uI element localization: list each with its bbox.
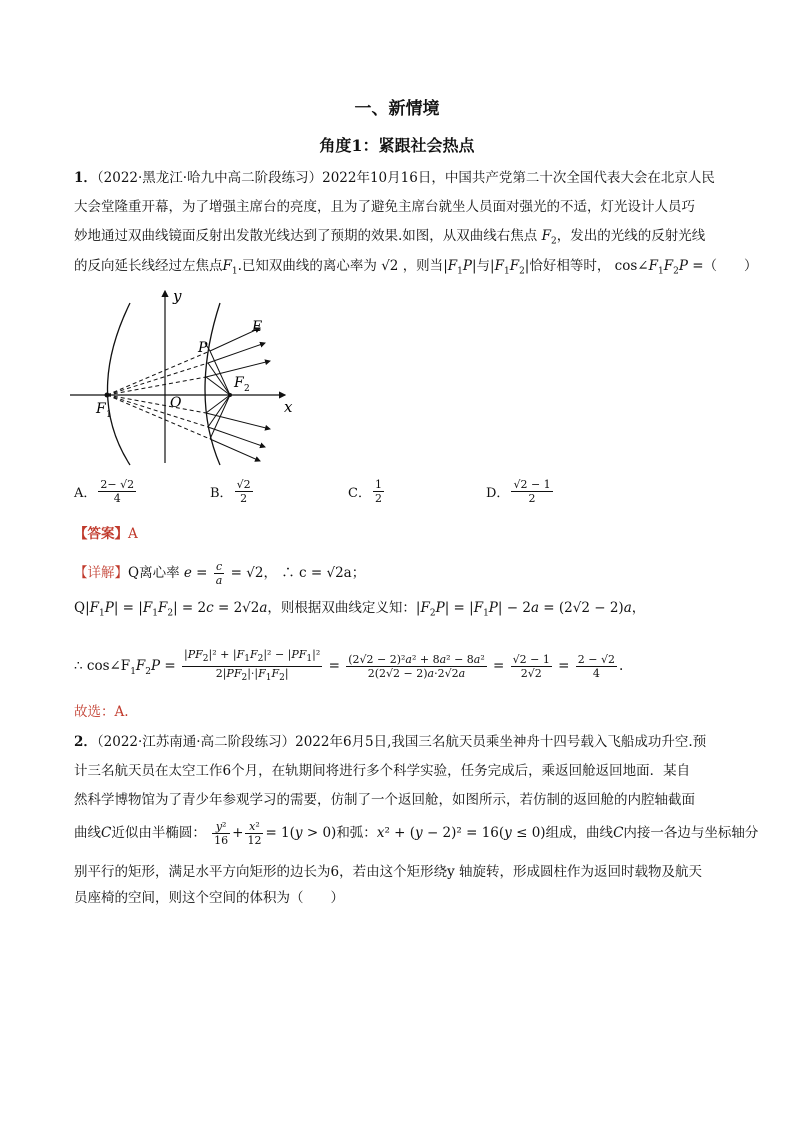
- subsection-title: 角度1：紧跟社会热点: [319, 136, 475, 155]
- label-f1: F: [96, 401, 106, 417]
- detail-line2: $Q|F_1P| = |F_1F_2| = 2c = 2√2a$，则根据双曲线定义知：$|F_2P| = |F_1P| - 2a = (2√2 - 2)a$，: [74, 600, 646, 619]
- answer-line: 【答案】A: [74, 526, 138, 542]
- q2-line6: 员座椅的空间，则这个空间的体积为（ ）: [74, 890, 344, 906]
- q2-line1: 2．（2022·江苏南通·高二阶段练习）2022年6月5日,我国三名航天员乘坐神舟十四号载入飞船成功升空.预: [74, 734, 707, 750]
- hyperbola-figure: [70, 283, 310, 468]
- option-c[interactable]: C． $\frac{1}{2}$: [348, 478, 382, 505]
- q1-line1: 1．（2022·黑龙江·哈九中高二阶段练习）2022年10月16日，中国共产党第二十次全国代表大会在北京人民: [74, 170, 715, 186]
- label-f1-sub: 1: [106, 410, 112, 420]
- q1-line4: 的反向延长线经过左焦点$F_1$.已知双曲线的离心率为 √2 ，则当$|F_1P|$与$|F_1F_2|$恰好相等时， $\cos\angle F_1F_2P$ =（ ）: [74, 258, 758, 277]
- q2-line3: 然科学博物馆为了青少年参观学习的需要，仿制了一个返回舱，如图所示，若仿制的返回舱的内腔轴截面: [74, 792, 695, 808]
- option-a[interactable]: A． $\frac{2- √2}{4}$: [74, 478, 135, 505]
- choose-line: 故选：A.: [74, 704, 129, 720]
- label-o: O: [170, 395, 182, 411]
- q1-line3: 妙地通过双曲线镜面反射出发散光线达到了预期的效果.如图，从双曲线右焦点 $F_2$，发出的光线的反射光线: [74, 228, 706, 247]
- q2-line4: 曲线C近似由半椭圆： $\frac{\text{y²}}{16}$ + $\frac{\text{x²}}{12}$ = 1(y > 0)和弧：x² + (y − 2)² = 16(y ≤ 0)组成，曲线C内接一各边与坐标轴分: [74, 820, 759, 847]
- detail-line3: ∴ $\cos\angle F_1F_2P$ = $\frac{|PF_2|^2 + |F_1F_2|^2 - |PF_1|^2}{2|PF_2|\cdot|F_1F_2|}$ = $\frac{\text{(2√2 − 2)²a² + 8a² − 8a²}}{2(2√2 - 2)a\cdot 2√2a}$ = $\frac{√2 - 1}{2√2}$ = $\frac{2 - √2}{4}$ .: [74, 648, 624, 684]
- option-d[interactable]: D． $\frac{√2 - 1}{2}$: [486, 478, 551, 505]
- label-x: x: [284, 398, 293, 416]
- q2-line2: 计三名航天员在太空工作6个月，在轨期间将进行多个科学实验，任务完成后，乘返回舱返回地面．某自: [74, 763, 691, 779]
- section-title: 一、新情境: [354, 99, 440, 119]
- label-f2-sub: 2: [244, 384, 250, 394]
- label-y: y: [173, 287, 182, 305]
- label-f2: F: [234, 375, 244, 391]
- label-e: E: [252, 319, 263, 335]
- left-branch: [108, 303, 131, 465]
- q2-line5: 别平行的矩形，满足水平方向矩形的边长为6，若由这个矩形绕y 轴旋转，形成圆柱作为返回时载物及航天: [74, 864, 703, 880]
- detail-line1: 【详解】Q离心率 e = $\frac{c}{a}$ = √2， ∴ c = √2a；: [74, 560, 366, 587]
- label-p: P: [198, 340, 208, 356]
- q1-line2: 大会堂隆重开幕，为了增强主席台的亮度，且为了避免主席台就坐人员面对强光的不适，灯光设计人员巧: [74, 199, 695, 215]
- right-branch: [205, 303, 220, 465]
- option-b[interactable]: B． $\frac{√2}{2}$: [210, 478, 251, 505]
